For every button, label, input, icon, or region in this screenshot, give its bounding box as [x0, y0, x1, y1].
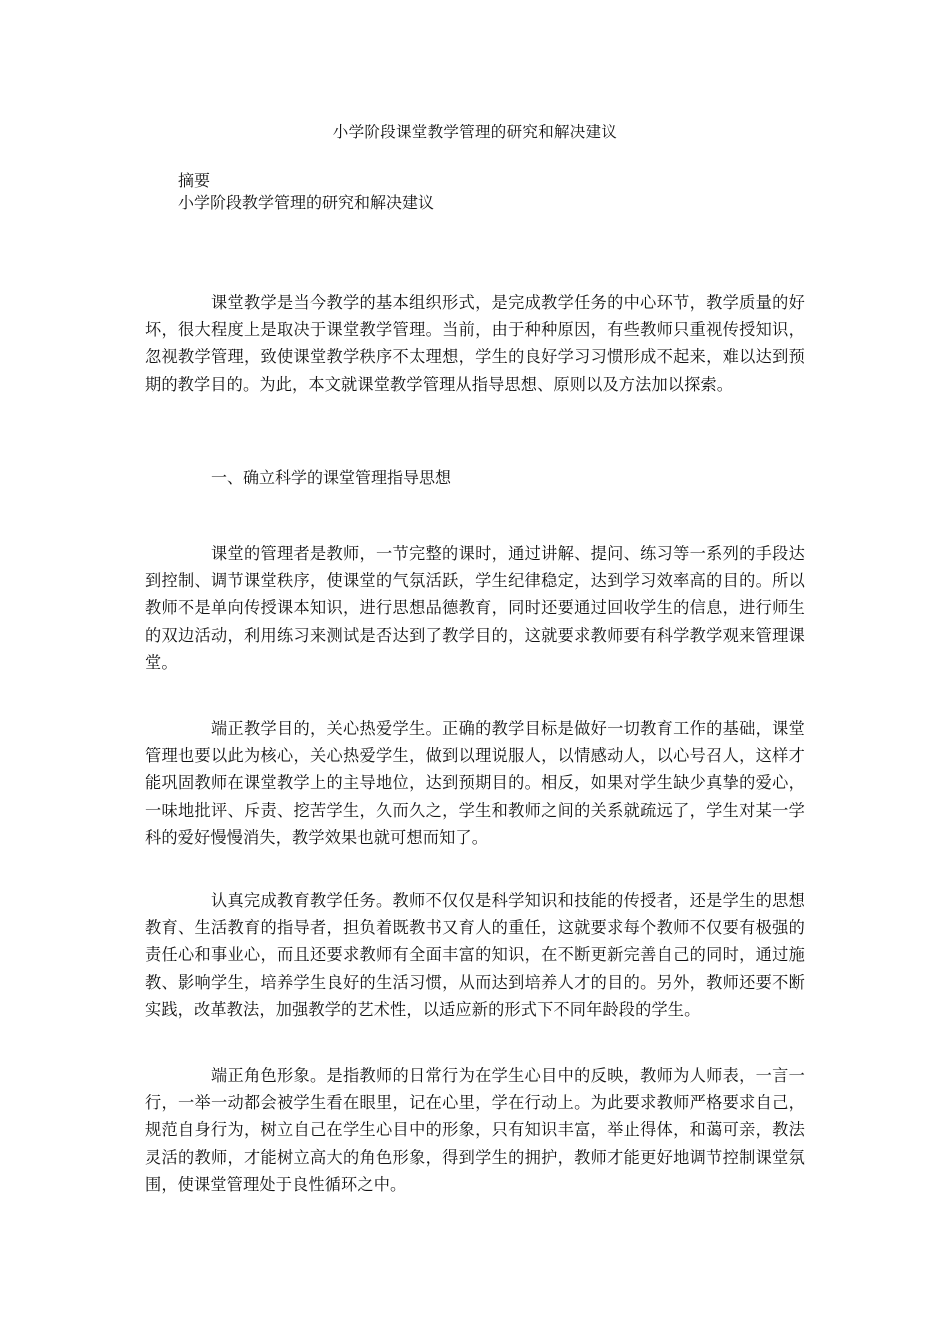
abstract-subtitle: 小学阶段教学管理的研究和解决建议 — [178, 193, 435, 212]
intro-paragraph: 课堂教学是当今教学的基本组织形式，是完成教学任务的中心环节，教学质量的好坏，很大程度上是取决于课堂教学管理。当前，由于种种原因，有些教师只重视传授知识，忽视教学管理，致使课堂教学秩序不太理想，学生的良好学习习惯形成不起来，难以达到预期的教学目的。为此，本文就课堂教学管理从指导思想、原则以及方法加以探索。 — [145, 293, 805, 394]
document-title: 小学阶段课堂教学管理的研究和解决建议 — [332, 123, 618, 141]
body-paragraph: 端正教学目的，关心热爱学生。正确的教学目标是做好一切教育工作的基础，课堂管理也要以此为核心，关心热爱学生，做到以理说服人，以情感动人，以心号召人，这样才能巩固教师在课堂教学上的主导地位，达到预期目的。相反，如果对学生缺少真挚的爱心，一味地批评、斥责、挖苦学生，久而久之，学生和教师之间的关系就疏远了，学生对某一学科的爱好慢慢消失，教学效果也就可想而知了。 — [145, 719, 805, 847]
body-paragraph: 认真完成教育教学任务。教师不仅仅是科学知识和技能的传授者，还是学生的思想教育、生活教育的指导者，担负着既教书又育人的重任，这就要求每个教师不仅要有极强的责任心和事业心，而且还要求教师有全面丰富的知识，在不断更新完善自己的同时，通过施教、影响学生，培养学生良好的生活习惯，从而达到培养人才的目的。另外，教师还要不断实践，改革教法，加强教学的艺术性，以适应新的形式下不同年龄段的学生。 — [145, 891, 805, 1019]
abstract-label: 摘要 — [178, 171, 211, 190]
body-paragraph: 课堂的管理者是教师，一节完整的课时，通过讲解、提问、练习等一系列的手段达到控制、调节课堂秩序，使课堂的气氛活跃，学生纪律稳定，达到学习效率高的目的。所以教师不是单向传授课本知识，进行思想品德教育，同时还要通过回收学生的信息，进行师生的双边活动，利用练习来测试是否达到了教学目的，这就要求教师要有科学教学观来管理课堂。 — [145, 544, 805, 672]
section-heading: 一、确立科学的课堂管理指导思想 — [211, 468, 452, 487]
body-paragraph: 端正角色形象。是指教师的日常行为在学生心目中的反映，教师为人师表，一言一行，一举一动都会被学生看在眼里，记在心里，学在行动上。为此要求教师严格要求自己，规范自身行为，树立自己在学生心目中的形象，只有知识丰富，举止得体，和蔼可亲，教法灵活的教师，才能树立高大的角色形象，得到学生的拥护，教师才能更好地调节控制课堂氛围，使课堂管理处于良性循环之中。 — [145, 1066, 805, 1194]
